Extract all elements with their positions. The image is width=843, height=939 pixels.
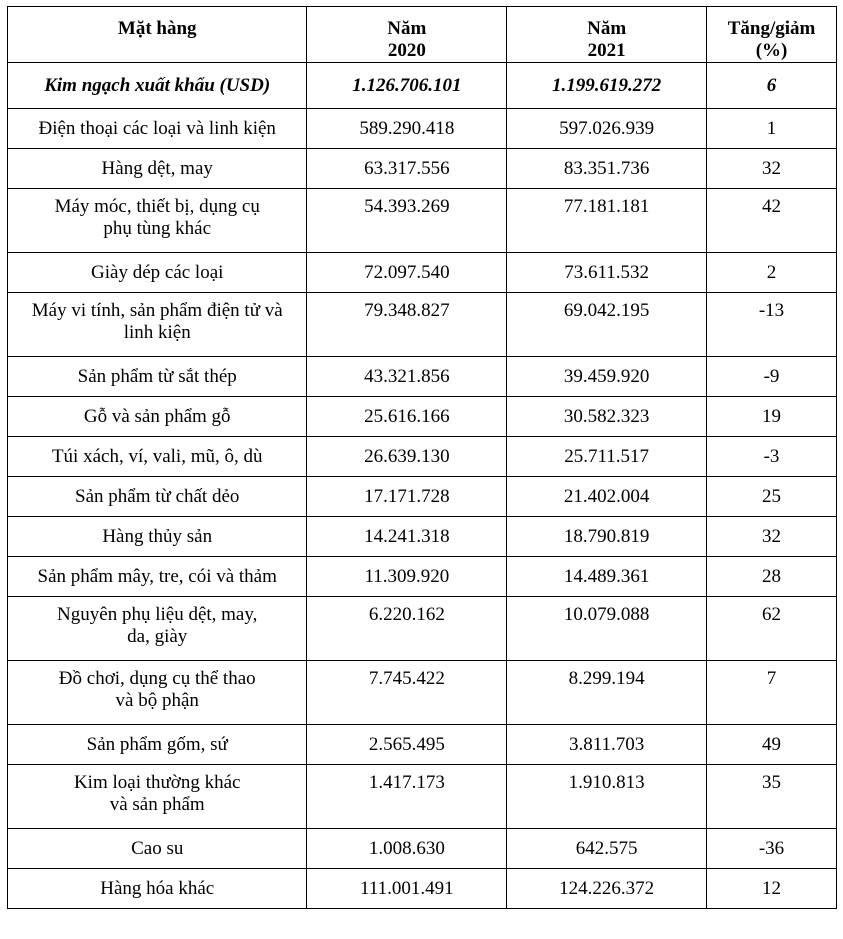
total-change: 6: [707, 63, 837, 109]
table-row: [8, 661, 837, 725]
change-percent: 28: [707, 557, 837, 597]
table-row: [8, 517, 837, 557]
item-name-line2: phụ tùng khác: [103, 218, 212, 239]
table-row: [8, 253, 837, 293]
item-name-cell: [8, 869, 307, 909]
change-percent: 42: [707, 189, 837, 253]
value-2020: 1.008.630: [307, 829, 507, 869]
table-row: [8, 869, 837, 909]
value-2021: 3.811.703: [507, 725, 707, 765]
change-percent: -3: [707, 437, 837, 477]
item-name-cell: [8, 517, 307, 557]
header-year-2021: Năm 2021: [507, 7, 707, 63]
change-percent: 1: [707, 109, 837, 149]
value-2021: 39.459.920: [507, 357, 707, 397]
table-row: [8, 293, 837, 357]
item-name: Sản phẩm từ sắt thép: [77, 365, 237, 387]
item-name-cell: [8, 661, 307, 725]
table-row: [8, 437, 837, 477]
item-name-line2: da, giày: [127, 626, 188, 647]
total-2021: 1.199.619.272: [507, 63, 707, 109]
table-row: [8, 149, 837, 189]
value-2020: 7.745.422: [307, 661, 507, 725]
change-percent: 25: [707, 477, 837, 517]
item-name: Giày dép các loại: [91, 261, 224, 283]
item-name: Cao su: [131, 837, 184, 859]
change-percent: -9: [707, 357, 837, 397]
change-percent: 2: [707, 253, 837, 293]
value-2020: 54.393.269: [307, 189, 507, 253]
change-percent: 62: [707, 597, 837, 661]
value-2020: 72.097.540: [307, 253, 507, 293]
value-2020: 17.171.728: [307, 477, 507, 517]
export-table: [7, 6, 837, 909]
change-percent: -13: [707, 293, 837, 357]
change-percent: 7: [707, 661, 837, 725]
item-name-line2: và bộ phận: [115, 690, 199, 711]
item-name-cell: [8, 477, 307, 517]
total-name: Kim ngạch xuất khẩu (USD): [8, 63, 307, 109]
change-percent: -36: [707, 829, 837, 869]
value-2020: 2.565.495: [307, 725, 507, 765]
item-name-cell: [8, 557, 307, 597]
value-2021: 21.402.004: [507, 477, 707, 517]
value-2021: 642.575: [507, 829, 707, 869]
item-name: Túi xách, ví, vali, mũ, ô, dù: [51, 445, 263, 467]
item-name-cell: [8, 149, 307, 189]
item-name-cell: [8, 357, 307, 397]
item-name: Nguyên phụ liệu dệt, may,: [57, 604, 258, 625]
item-name-cell: [8, 293, 307, 357]
item-name-cell: [8, 829, 307, 869]
item-name: Hàng thủy sản: [102, 525, 213, 547]
change-percent: 35: [707, 765, 837, 829]
item-name: Hàng dệt, may: [101, 157, 213, 179]
total-2020: 1.126.706.101: [307, 63, 507, 109]
table-row: [8, 829, 837, 869]
item-name-cell: [8, 109, 307, 149]
header-item: Mặt hàng: [8, 7, 307, 63]
value-2021: 18.790.819: [507, 517, 707, 557]
table-row: [8, 557, 837, 597]
value-2020: 111.001.491: [307, 869, 507, 909]
item-name: Sản phẩm từ chất dẻo: [75, 485, 240, 507]
value-2020: 79.348.827: [307, 293, 507, 357]
change-percent: 32: [707, 149, 837, 189]
table-row: [8, 397, 837, 437]
item-name: Máy vi tính, sản phẩm điện tử và: [31, 300, 283, 321]
value-2021: 83.351.736: [507, 149, 707, 189]
value-2021: 8.299.194: [507, 661, 707, 725]
item-name-line2: linh kiện: [123, 322, 191, 343]
table-row: [8, 357, 837, 397]
item-name-cell: [8, 189, 307, 253]
value-2021: 30.582.323: [507, 397, 707, 437]
value-2020: 589.290.418: [307, 109, 507, 149]
value-2021: 14.489.361: [507, 557, 707, 597]
value-2021: 73.611.532: [507, 253, 707, 293]
item-name-cell: [8, 437, 307, 477]
item-name: Kim loại thường khác: [73, 772, 241, 793]
table-row: [8, 109, 837, 149]
change-percent: 12: [707, 869, 837, 909]
change-percent: 49: [707, 725, 837, 765]
value-2021: 124.226.372: [507, 869, 707, 909]
item-name-cell: [8, 397, 307, 437]
table-row: [8, 725, 837, 765]
item-name-cell: [8, 725, 307, 765]
total-row: [8, 63, 837, 109]
value-2020: 25.616.166: [307, 397, 507, 437]
item-name: Sản phẩm mây, tre, cói và thảm: [37, 565, 277, 587]
value-2020: 43.321.856: [307, 357, 507, 397]
value-2020: 1.417.173: [307, 765, 507, 829]
item-name-cell: [8, 253, 307, 293]
value-2021: 25.711.517: [507, 437, 707, 477]
item-name: Gỗ và sản phẩm gỗ: [83, 405, 231, 427]
value-2020: 6.220.162: [307, 597, 507, 661]
item-name: Máy móc, thiết bị, dụng cụ: [54, 196, 260, 217]
value-2020: 14.241.318: [307, 517, 507, 557]
header-year-2020: Năm 2020: [307, 7, 507, 63]
change-percent: 19: [707, 397, 837, 437]
item-name: Điện thoại các loại và linh kiện: [38, 117, 276, 139]
table-row: [8, 765, 837, 829]
value-2020: 11.309.920: [307, 557, 507, 597]
value-2021: 69.042.195: [507, 293, 707, 357]
header-change: Tăng/giảm (%): [707, 7, 837, 63]
value-2020: 63.317.556: [307, 149, 507, 189]
table-row: [8, 597, 837, 661]
item-name: Hàng hóa khác: [100, 877, 215, 899]
table-row: [8, 189, 837, 253]
value-2021: 77.181.181: [507, 189, 707, 253]
item-name: Đồ chơi, dụng cụ thể thao: [58, 668, 256, 689]
item-name-line2: và sản phẩm: [109, 794, 205, 815]
item-name: Sản phẩm gốm, sứ: [86, 733, 228, 755]
value-2021: 1.910.813: [507, 765, 707, 829]
header-row: [8, 7, 837, 63]
value-2021: 597.026.939: [507, 109, 707, 149]
table-row: [8, 477, 837, 517]
value-2020: 26.639.130: [307, 437, 507, 477]
value-2021: 10.079.088: [507, 597, 707, 661]
item-name-cell: [8, 597, 307, 661]
item-name-cell: [8, 765, 307, 829]
change-percent: 32: [707, 517, 837, 557]
